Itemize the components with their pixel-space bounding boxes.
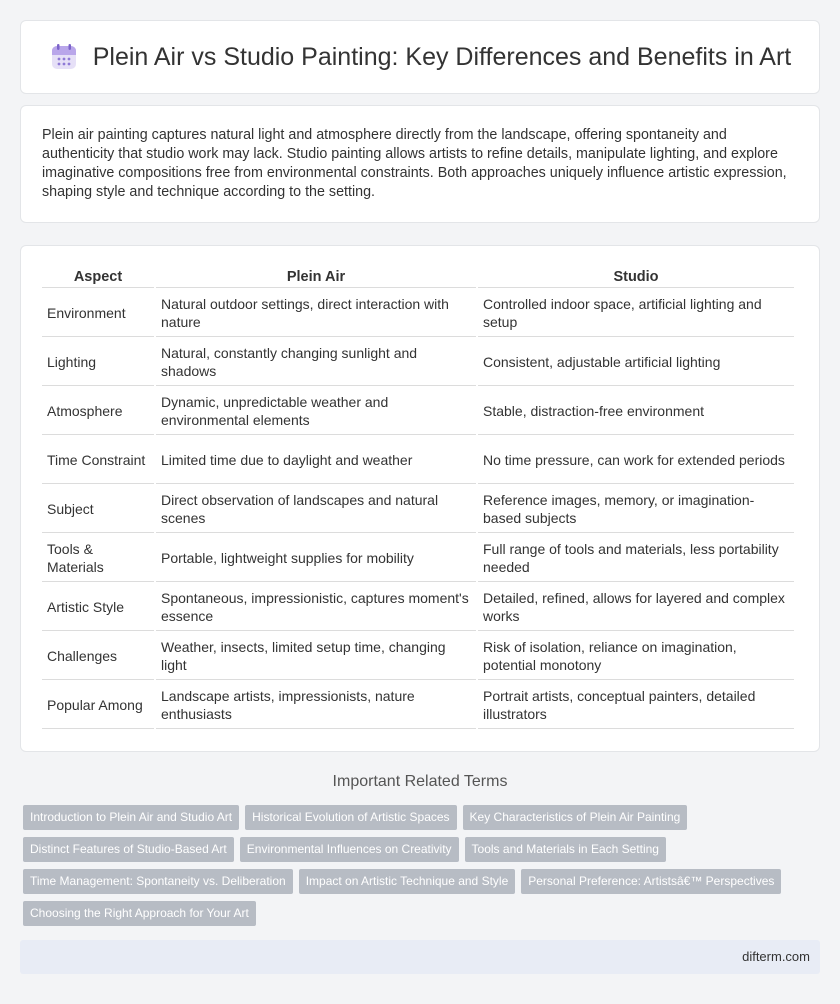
table-row <box>42 388 794 435</box>
header-card <box>20 20 820 94</box>
related-term-tag[interactable]: Environmental Influences on Creativity <box>240 837 459 862</box>
plein-air-cell: Spontaneous, impressionistic, captures moment's essence <box>156 584 476 631</box>
footer-site-link[interactable]: difterm.com <box>742 949 810 964</box>
aspect-cell: Challenges <box>42 633 154 680</box>
plein-air-cell: Limited time due to daylight and weather <box>156 437 476 484</box>
studio-cell: Consistent, adjustable artificial lighting <box>478 339 794 386</box>
related-term-tag[interactable]: Tools and Materials in Each Setting <box>465 837 666 862</box>
plein-air-cell: Direct observation of landscapes and natural scenes <box>156 486 476 533</box>
plein-air-cell: Weather, insects, limited setup time, changing light <box>156 633 476 680</box>
table-row <box>42 584 794 631</box>
title-wrap <box>49 42 792 72</box>
footer <box>20 940 820 974</box>
studio-cell: Controlled indoor space, artificial lighting and setup <box>478 290 794 337</box>
header-studio: Studio <box>478 268 794 288</box>
table-row <box>42 535 794 582</box>
related-terms-title: Important Related Terms <box>332 773 508 790</box>
comparison-table <box>40 266 796 731</box>
plein-air-cell: Portable, lightweight supplies for mobility <box>156 535 476 582</box>
related-term-tag[interactable]: Choosing the Right Approach for Your Art <box>23 901 256 926</box>
intro-card <box>20 105 820 223</box>
related-term-tag[interactable]: Time Management: Spontaneity vs. Deliberation <box>23 869 293 894</box>
aspect-cell: Atmosphere <box>42 388 154 435</box>
related-term-tag[interactable]: Personal Preference: Artistsâ€™ Perspectives <box>521 869 781 894</box>
aspect-cell: Tools & Materials <box>42 535 154 582</box>
calendar-icon <box>49 42 79 72</box>
table-row <box>42 486 794 533</box>
plein-air-cell: Landscape artists, impressionists, nature enthusiasts <box>156 682 476 729</box>
header-aspect: Aspect <box>42 268 154 288</box>
aspect-cell: Time Constraint <box>42 437 154 484</box>
studio-cell: Detailed, refined, allows for layered and complex works <box>478 584 794 631</box>
related-term-tag[interactable]: Introduction to Plein Air and Studio Art <box>23 805 239 830</box>
comparison-table-card <box>20 245 820 752</box>
studio-cell: Stable, distraction-free environment <box>478 388 794 435</box>
table-row <box>42 339 794 386</box>
studio-cell: Reference images, memory, or imagination-based subjects <box>478 486 794 533</box>
studio-cell: Full range of tools and materials, less portability needed <box>478 535 794 582</box>
table-row <box>42 682 794 729</box>
plein-air-cell: Natural outdoor settings, direct interaction with nature <box>156 290 476 337</box>
table-header-row <box>42 268 794 288</box>
header-plein-air: Plein Air <box>156 268 476 288</box>
plein-air-cell: Natural, constantly changing sunlight and shadows <box>156 339 476 386</box>
table-row <box>42 633 794 680</box>
studio-cell: Portrait artists, conceptual painters, detailed illustrators <box>478 682 794 729</box>
studio-cell: No time pressure, can work for extended periods <box>478 437 794 484</box>
plein-air-cell: Dynamic, unpredictable weather and environmental elements <box>156 388 476 435</box>
table-row <box>42 290 794 337</box>
aspect-cell: Popular Among <box>42 682 154 729</box>
related-terms-tags <box>23 805 813 926</box>
aspect-cell: Subject <box>42 486 154 533</box>
page-title: Plein Air vs Studio Painting: Key Differences and Benefits in Art <box>92 42 792 71</box>
aspect-cell: Lighting <box>42 339 154 386</box>
related-term-tag[interactable]: Key Characteristics of Plein Air Painting <box>463 805 688 830</box>
related-term-tag[interactable]: Distinct Features of Studio-Based Art <box>23 837 234 862</box>
aspect-cell: Artistic Style <box>42 584 154 631</box>
related-term-tag[interactable]: Historical Evolution of Artistic Spaces <box>245 805 456 830</box>
table-row <box>42 437 794 484</box>
intro-paragraph: Plein air painting captures natural light and atmosphere directly from the landscape, offering spontaneity and authenticity that studio work may lack. Studio painting allows artists to refine details, manipulate lighting, and explore imaginative compositions free from environmental constraints. Both approaches uniquely influence artistic expression, shaping style and technique according to the setting. <box>42 127 787 200</box>
related-term-tag[interactable]: Impact on Artistic Technique and Style <box>299 869 516 894</box>
aspect-cell: Environment <box>42 290 154 337</box>
studio-cell: Risk of isolation, reliance on imagination, potential monotony <box>478 633 794 680</box>
